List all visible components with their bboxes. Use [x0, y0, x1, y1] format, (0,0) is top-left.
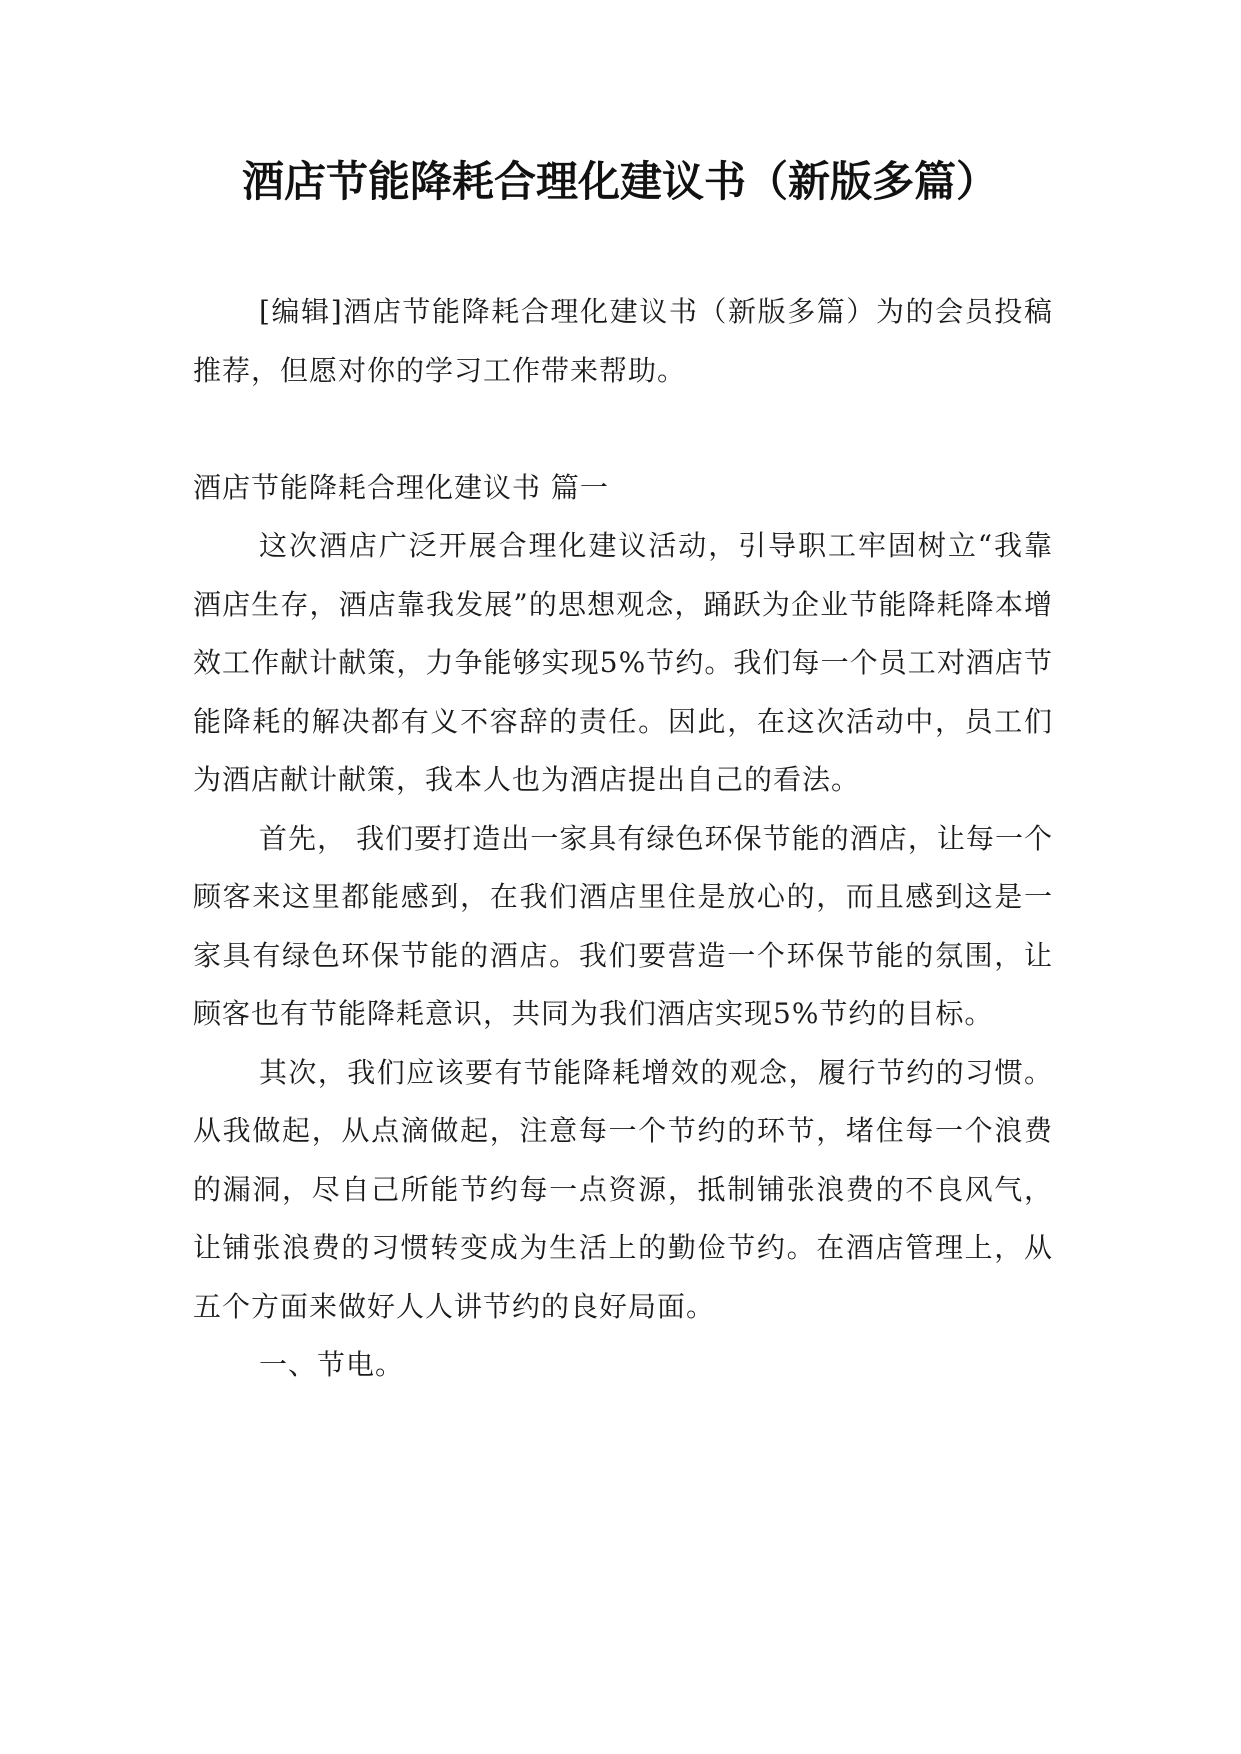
body-paragraph-1: 这次酒店广泛开展合理化建议活动，引导职工牢固树立“我靠酒店生存，酒店靠我发展”的思想观念，踊跃为企业节能降耗降本增效工作献计献策，力争能够实现5%节约。我们每一个员工对酒店节能降耗的解决都有义不容辞的责任。因此，在这次活动中，员工们为酒店献计献策，我本人也为酒店提出自己的看法。: [193, 529, 1053, 796]
body-paragraph-2: 首先， 我们要打造出一家具有绿色环保节能的酒店，让每一个顾客来这里都能感到，在我们酒店里住是放心的，而且感到这是一家具有绿色环保节能的酒店。我们要营造一个环保节能的氛围，让顾客也有节能降耗意识，共同为我们酒店实现5%节约的目标。: [193, 821, 1053, 1030]
document-title: 酒店节能降耗合理化建议书（新版多篇）: [241, 157, 998, 206]
paragraph-spacer: [193, 400, 1053, 459]
body-paragraph-3: 其次，我们应该要有节能降耗增效的观念，履行节约的习惯。从我做起，从点滴做起，注意每一个节约的环节，堵住每一个浪费的漏洞，尽自己所能节约每一点资源，抵制铺张浪费的不良风气，让铺张浪费的习惯转变成为生活上的勤俭节约。在酒店管理上，从五个方面来做好人人讲节约的良好局面。: [193, 1055, 1053, 1323]
section-heading: 酒店节能降耗合理化建议书 篇一: [193, 470, 609, 504]
intro-paragraph: [编辑]酒店节能降耗合理化建议书（新版多篇）为的会员投稿推荐，但愿对你的学习工作带来帮助。: [193, 295, 1053, 387]
body-paragraph-4: 一、节电。: [259, 1348, 405, 1381]
document-body: [193, 283, 1053, 1395]
